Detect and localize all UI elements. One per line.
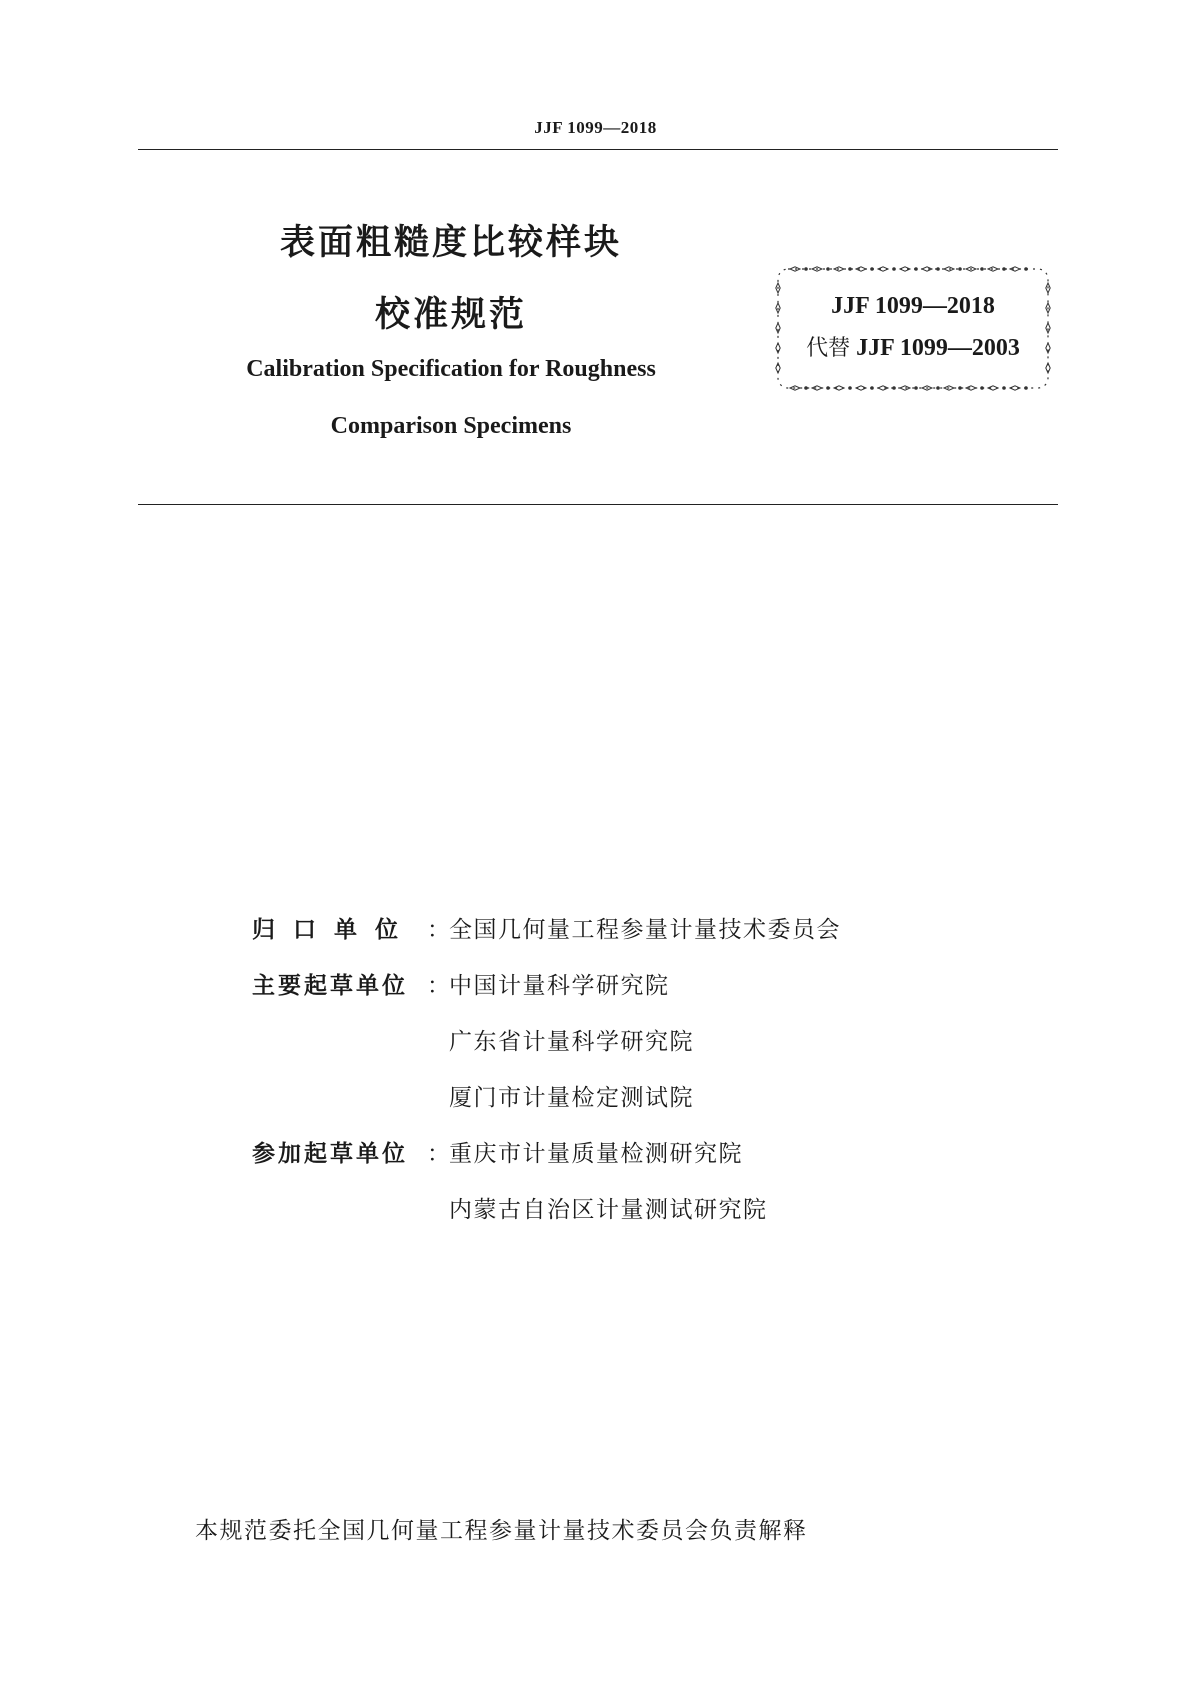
responsible-unit-value: 全国几何量工程参量计量技术委员会 — [449, 917, 841, 943]
main-drafting-org-1: 中国计量科学研究院 — [449, 973, 670, 999]
participating-drafting-org-1: 重庆市计量质量检测研究院 — [449, 1141, 743, 1167]
decorative-border-icon — [775, 266, 1051, 391]
bottom-rule — [138, 504, 1058, 505]
title-chinese-line1: 表面粗糙度比较样块 — [279, 223, 622, 263]
top-rule — [138, 149, 1058, 150]
replaces-prefix: 代替 — [806, 336, 851, 361]
interpretation-note: 本规范委托全国几何量工程参量计量技术委员会负责解释 — [195, 1518, 808, 1544]
current-standard-code: JJF 1099—2018 — [831, 293, 995, 319]
running-header-code: JJF 1099—2018 — [534, 118, 657, 137]
responsible-unit-colon: ： — [427, 917, 450, 943]
main-drafting-org-2: 广东省计量科学研究院 — [449, 1029, 694, 1055]
main-drafting-org-3: 厦门市计量检定测试院 — [449, 1085, 694, 1111]
main-drafting-colon: ： — [427, 973, 450, 999]
participating-drafting-colon: ： — [427, 1141, 450, 1167]
participating-drafting-label: 参加起草单位 — [252, 1141, 408, 1167]
title-chinese-line2: 校准规范 — [374, 295, 527, 335]
main-drafting-label: 主要起草单位 — [252, 973, 408, 999]
replaced-standard-line — [775, 331, 1051, 362]
standard-code-box — [775, 266, 1051, 391]
responsible-unit-label: 归口单位 — [252, 917, 416, 943]
title-english-line1: Calibration Specification for Roughness — [246, 356, 656, 382]
title-english-line2: Comparison Specimens — [330, 413, 572, 439]
replaced-standard-code: JJF 1099—2003 — [856, 335, 1020, 361]
participating-drafting-org-2: 内蒙古自治区计量测试研究院 — [449, 1197, 768, 1223]
